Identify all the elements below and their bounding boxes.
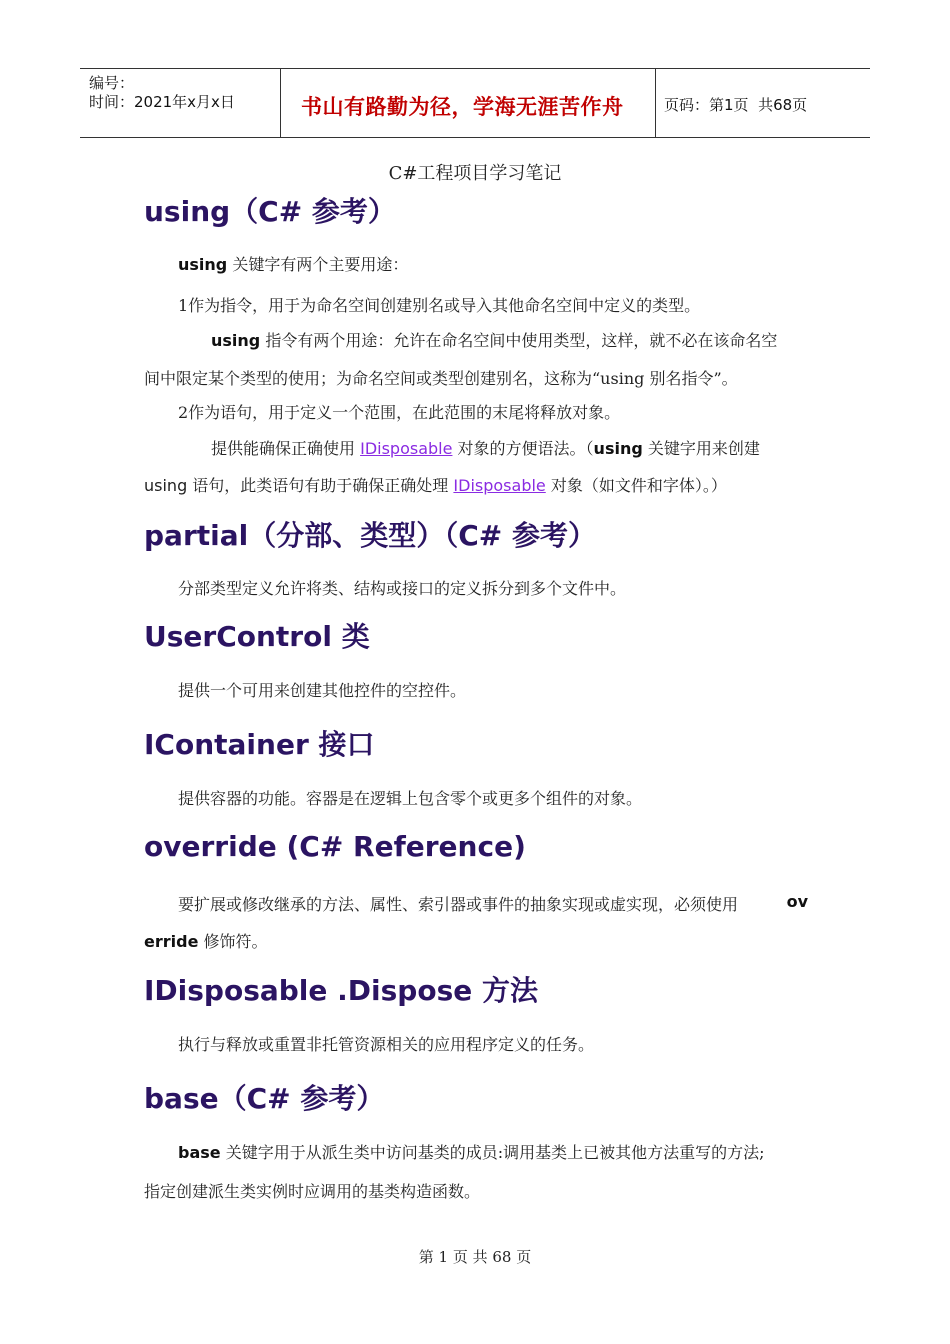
idisposable-link[interactable]: IDisposable xyxy=(453,476,546,495)
paragraph: 2作为语句，用于定义一个范围，在此范围的末尾将释放对象。 xyxy=(178,403,621,422)
paragraph: 间中限定某个类型的使用；为命名空间或类型创建别名，这称为“using 别名指令”。 xyxy=(144,369,738,388)
heading-override: override (C# Reference) xyxy=(144,830,526,863)
header-motto-cell xyxy=(280,69,656,137)
paragraph-text: 要扩展或修改继承的方法、属性、索引器或事件的抽象实现或虚实现，必须使用 xyxy=(178,895,739,914)
keyword: ov xyxy=(786,892,808,911)
paragraph-text: 指令有两个用途：允许在命名空间中使用类型，这样，就不必在该命名空 xyxy=(260,331,778,350)
paragraph-text: 修饰符。 xyxy=(198,932,268,951)
heading-icontainer: IContainer 接口 xyxy=(144,728,375,761)
paragraph: 1作为指令，用于为命名空间创建别名或导入其他命名空间中定义的类型。 xyxy=(178,296,701,315)
heading-using: using（C# 参考） xyxy=(144,195,396,228)
keyword: base xyxy=(178,1143,221,1162)
paragraph: 提供一个可用来创建其他控件的空控件。 xyxy=(178,681,467,700)
motto: 书山有路勤为径，学海无涯苦作舟 xyxy=(301,95,624,119)
paragraph-text: 关键字用于从派生类中访问基类的成员:调用基类上已被其他方法重写的方法; xyxy=(220,1143,765,1162)
paragraph: 执行与释放或重置非托管资源相关的应用程序定义的任务。 xyxy=(178,1035,595,1054)
heading-base: base（C# 参考） xyxy=(144,1082,385,1115)
paragraph: 提供容器的功能。容器是在逻辑上包含零个或更多个组件的对象。 xyxy=(178,789,643,808)
paragraph-text: 关键字用来创建 xyxy=(642,439,760,458)
paragraph xyxy=(178,892,808,915)
paragraph: 分部类型定义允许将类、结构或接口的定义拆分到多个文件中。 xyxy=(178,579,627,598)
paragraph-text: 对象（如文件和字体）。） xyxy=(545,476,727,495)
paragraph: 指定创建派生类实例时应调用的基类构造函数。 xyxy=(144,1182,481,1201)
paragraph-text: 提供能确保正确使用 xyxy=(211,439,361,458)
header-page-cell xyxy=(655,69,870,137)
idisposable-link[interactable]: IDisposable xyxy=(360,439,453,458)
heading-dispose: IDisposable .Dispose 方法 xyxy=(144,974,538,1007)
paragraph xyxy=(144,473,727,496)
header-table xyxy=(80,68,870,138)
heading-usercontrol: UserControl 类 xyxy=(144,620,370,653)
paragraph xyxy=(178,252,408,275)
keyword: using xyxy=(144,476,188,495)
paragraph-text: 对象的方便语法。（ xyxy=(452,439,594,458)
heading-partial: partial（分部、类型）（C# 参考） xyxy=(144,519,596,552)
number-label: 编号： xyxy=(89,74,135,92)
keyword: using xyxy=(211,331,261,350)
header-left-cell xyxy=(80,69,280,137)
page-info: 页码：第1页 共68页 xyxy=(664,96,808,114)
document-title: C#工程项目学习笔记 xyxy=(388,163,562,184)
keyword: using xyxy=(593,439,643,458)
paragraph xyxy=(178,1140,765,1163)
date-label: 时间：2021年x月x日 xyxy=(89,93,235,111)
paragraph-text: 语句，此类语句有助于确保正确处理 xyxy=(187,476,454,495)
keyword: erride xyxy=(144,932,199,951)
paragraph xyxy=(144,929,268,952)
page-footer: 第 1 页 共 68 页 xyxy=(418,1248,532,1266)
paragraph-text: 关键字有两个主要用途： xyxy=(227,255,409,274)
paragraph xyxy=(211,328,777,351)
paragraph xyxy=(211,436,760,459)
keyword: using xyxy=(178,255,228,274)
